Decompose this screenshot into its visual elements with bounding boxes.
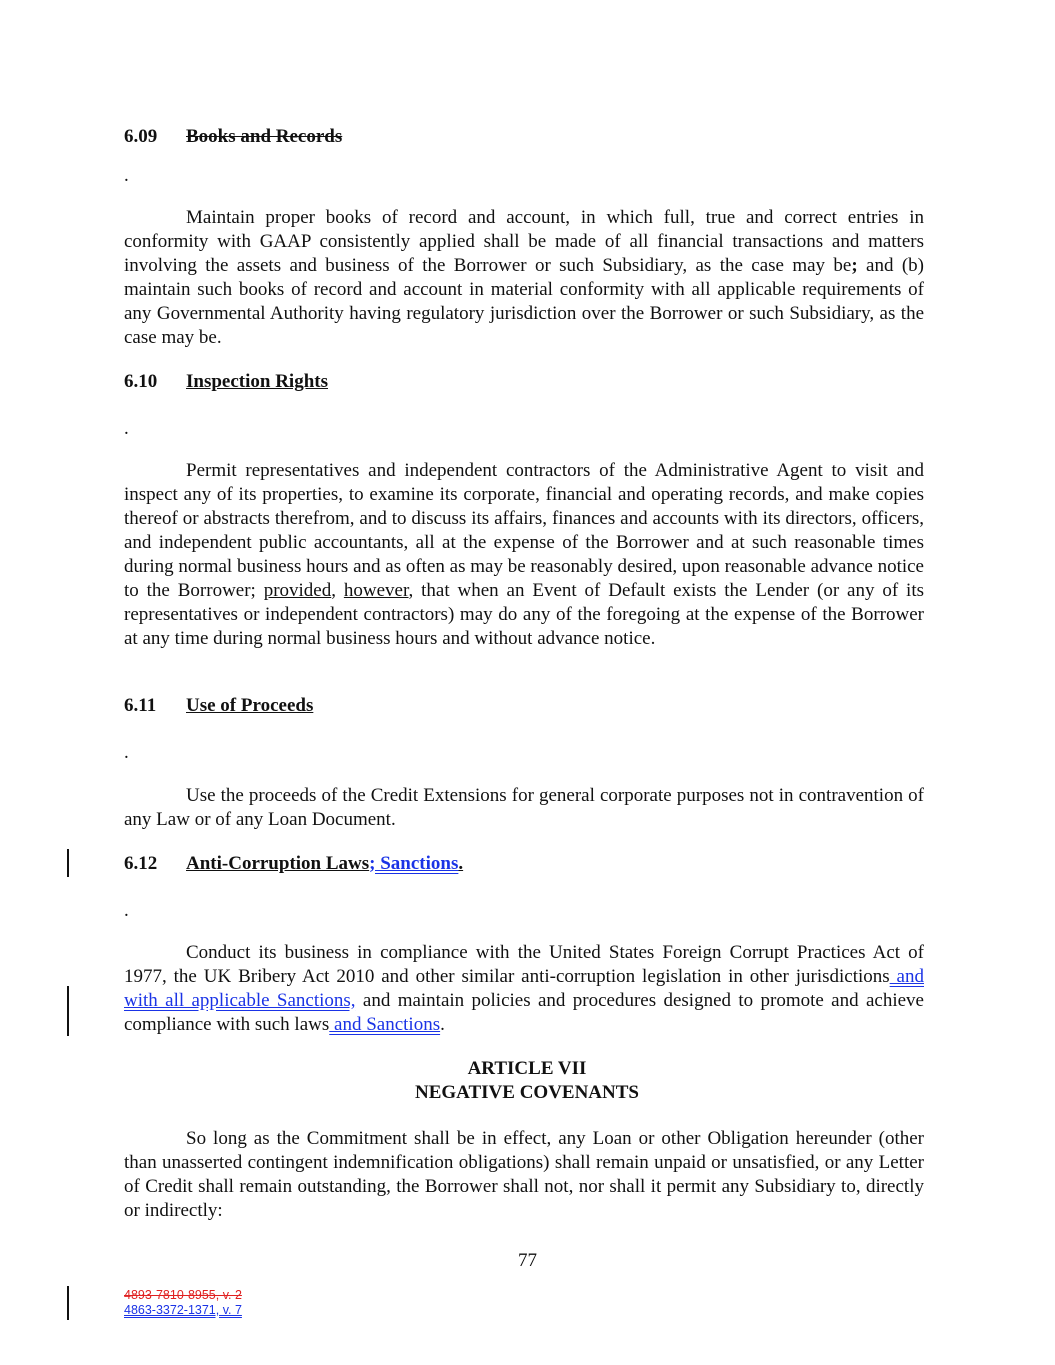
- deleted-doc-id: 4893-7810-8955, v. 2: [124, 1288, 242, 1302]
- inserted-text: and Sanctions: [329, 1014, 441, 1035]
- page-number: 77: [518, 1250, 537, 1271]
- section-title: Anti-Corruption Laws: [186, 853, 370, 874]
- section-dot: .: [124, 900, 129, 921]
- section-number: 6.12: [124, 853, 158, 874]
- section-number: 6.10: [124, 371, 158, 392]
- change-bar: [67, 1286, 69, 1320]
- section-heading-6-11: [124, 695, 313, 717]
- section-body-6-11: Use the proceeds of the Credit Extensions for general corporate purposes not in contravention of any Law or of any Loan Document.: [124, 785, 924, 830]
- change-bar: [67, 986, 69, 1036]
- inserted-text: and with all applicable Sanctions,: [124, 966, 924, 1011]
- section-number: 6.09: [124, 126, 158, 147]
- section-body-6-12: Conduct its business in compliance with the United States Foreign Corrupt Practices Act of 1977, the UK Bribery Act 2010 and other similar anti-corruption legislation in other jurisdictions and with all applicable Sanctions, and maintain policies and procedures designed to promote and achieve compliance with such laws and Sanctions.: [124, 942, 924, 1035]
- section-dot: .: [124, 165, 129, 186]
- section-title: Inspection Rights: [186, 371, 328, 392]
- section-heading-6-12: 6.12 Anti-Corruption Laws; Sanctions.: [124, 853, 464, 874]
- section-dot: .: [124, 418, 129, 439]
- article-intro: So long as the Commitment shall be in effect, any Loan or other Obligation hereunder (other than unasserted contingent indemnification obligations) shall remain unpaid or unsatisfied, or any Letter of Credit shall remain outstanding, the Borrower shall not, nor shall it permit any Subsidiary to, directly or indirectly:: [124, 1128, 924, 1221]
- article-number: ARTICLE VII: [467, 1058, 587, 1079]
- article-heading: [124, 1057, 930, 1105]
- section-heading-6-09: [124, 126, 342, 148]
- change-bar: [67, 849, 69, 877]
- inserted-text: ; Sanctions: [369, 853, 459, 874]
- section-title: Books and Records: [186, 126, 343, 147]
- section-body-6-10: Permit representatives and independent contractors of the Administrative Agent to visit and inspect any of its properties, to examine its corporate, financial and operating records, and make copies thereof or abstracts therefrom, and to discuss its affairs, finances and accounts with its directors, officers, and independent public accountants, all at the expense of the Borrower and at such reasonable times during normal business hours and as often as may be reasonably desired, upon reasonable advance notice to the Borrower; provided, however, that when an Event of Default exists the Lender (or any of its representatives or independent contractors) may do any of the foregoing at the expense of the Borrower at any time during normal business hours and without advance notice.: [124, 460, 924, 649]
- article-title: NEGATIVE COVENANTS: [415, 1082, 639, 1103]
- footer-doc-ids: [124, 1288, 242, 1318]
- inserted-doc-id: 4863-3372-1371, v. 7: [124, 1303, 242, 1317]
- section-title: Use of Proceeds: [186, 695, 314, 716]
- section-dot: .: [124, 742, 129, 763]
- section-body-6-09: Maintain proper books of record and account, in which full, true and correct entries in conformity with GAAP consistently applied shall be made of all financial transactions and matters involving the assets and business of the Borrower or such Subsidiary, as the case may be; and (b) maintain such books of record and account in material conformity with all applicable requirements of any Governmental Authority having regulatory jurisdiction over the Borrower or such Subsidiary, as the case may be.: [124, 207, 924, 348]
- section-heading-6-10: [124, 371, 328, 393]
- section-number: 6.11: [124, 695, 157, 716]
